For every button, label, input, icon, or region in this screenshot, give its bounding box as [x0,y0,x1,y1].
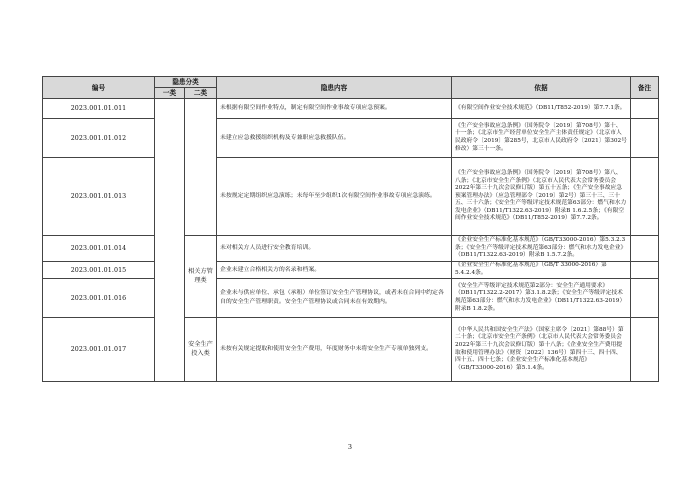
row-code: 2023.001.01.017 [43,318,155,382]
category-related-party: 相关方管理类 [185,236,217,318]
row-content: 企业未建立合格相关方的名录和档案。 [217,262,452,279]
table-row [43,119,659,158]
row-code: 2023.001.01.014 [43,236,155,262]
table-row [43,279,659,318]
table-row [43,236,659,262]
row-basis: 《企业安全生产标准化基本规范》（GB/T33000-2016）第5.3.2.3条；《安全生产等级评定技术规范第63部分：燃气和水力发电企业》（DB11/T1322.63-2019）附录B 1.5.7.2条。 [452,236,631,262]
row-code: 2023.001.01.012 [43,119,155,158]
row-content: 未按规定定期组织应急演练；未每年至少组织1次有限空间作业事故专项应急演练。 [217,158,452,236]
row-basis: 《生产安全事故应急条例》（国务院令〔2019〕第708号）第八、八条；《北京市安全生产条例》（北京市人民代表大会常务委员会2022年第三十九次会议修订版）第五十五条；《生产安全事故应急预案管理办法》（应急管理部令〔2019〕第2号）第三十三、三十五、三十六条；《安全生产等级评定技术规范第63部分：燃气和水力发电企业》（DB11/T1322.63-2019）附录B 1.6.2.5条；《有限空间作业安全技术规范》（DB11/T852-2019）第7.7.2条。 [452,158,631,236]
table-row [43,158,659,236]
row-code: 2023.001.01.011 [43,99,155,119]
header-category-level2: 二类 [185,88,217,99]
table-row [43,318,659,382]
table-row [43,262,659,279]
row-remarks [631,158,659,236]
header-category-level1: 一类 [155,88,185,99]
row-content: 未根据有限空间作业特点，制定有限空间作业事故专项应急预案。 [217,99,452,119]
row-basis: 《生产安全事故应急条例》（国务院令〔2019〕第708号）第十、十一条；《北京市生产经营单位安全生产主体责任规定》（北京市人民政府令〔2019〕第285号，北京市人民政府令〔2021〕第302号修改）第三十一条。 [452,119,631,158]
header-remarks: 备注 [631,77,659,99]
row-remarks [631,279,659,318]
row-content: 未按有关规定提取和使用安全生产费用，年度财务中未将安全生产专项单独列支。 [217,318,452,382]
row-basis: 《有限空间作业安全技术规范》（DB11/T852-2019）第7.7.1条。 [452,99,631,119]
row-content: 未对相关方人员进行安全教育培训。 [217,236,452,262]
row-code: 2023.001.01.016 [43,279,155,318]
row-code: 2023.001.01.015 [43,262,155,279]
header-basis: 依据 [452,77,631,99]
category-level1-cell [155,99,185,382]
row-basis: 《安全生产等级评定技术规范第2部分：安全生产通用要求》（DB11/T1322.2-2017）第3.1.8.2条；《安全生产等级评定技术规范第63部分：燃气和水力发电企业》（DB11/T1322.63-2019）附录B 1.8.2条。 [452,279,631,318]
row-remarks [631,99,659,119]
row-remarks [631,119,659,158]
category-level2-cell [185,99,217,236]
row-remarks [631,262,659,279]
row-basis: 《企业安全生产标准化基本规范》（GB/T 33000-2016）第5.4.2.4条。 [452,262,631,279]
row-content: 未建立应急救援组织机构及专兼职应急救援队伍。 [217,119,452,158]
row-content: 企业未与供应单位、承包（承租）单位签订安全生产管理协议，或者未在合同中约定各自的安全生产管理职责。安全生产管理协议或合同未在有效期内。 [217,279,452,318]
hazard-table [42,76,659,382]
row-remarks [631,318,659,382]
row-basis: 《中华人民共和国安全生产法》（国家主席令〔2021〕第88号）第二十条；《北京市安全生产条例》（北京市人民代表大会常务委员会2022年第三十九次会议修订版）第十八条；《企业安全生产费用提取和使用管理办法》（财资〔2022〕136号）第四十三、四十四、四十五、四十七条；《企业安全生产标准化基本规范》（GB/T33000-2016）第5.1.4条。 [452,318,631,382]
header-hazard-category: 隐患分类 [155,77,217,88]
header-number: 编号 [43,77,155,99]
category-safety-investment: 安全生产投入类 [185,318,217,382]
page-number: 3 [347,443,353,451]
table-row [43,99,659,119]
row-remarks [631,236,659,262]
header-hazard-content: 隐患内容 [217,77,452,99]
row-code: 2023.001.01.013 [43,158,155,236]
